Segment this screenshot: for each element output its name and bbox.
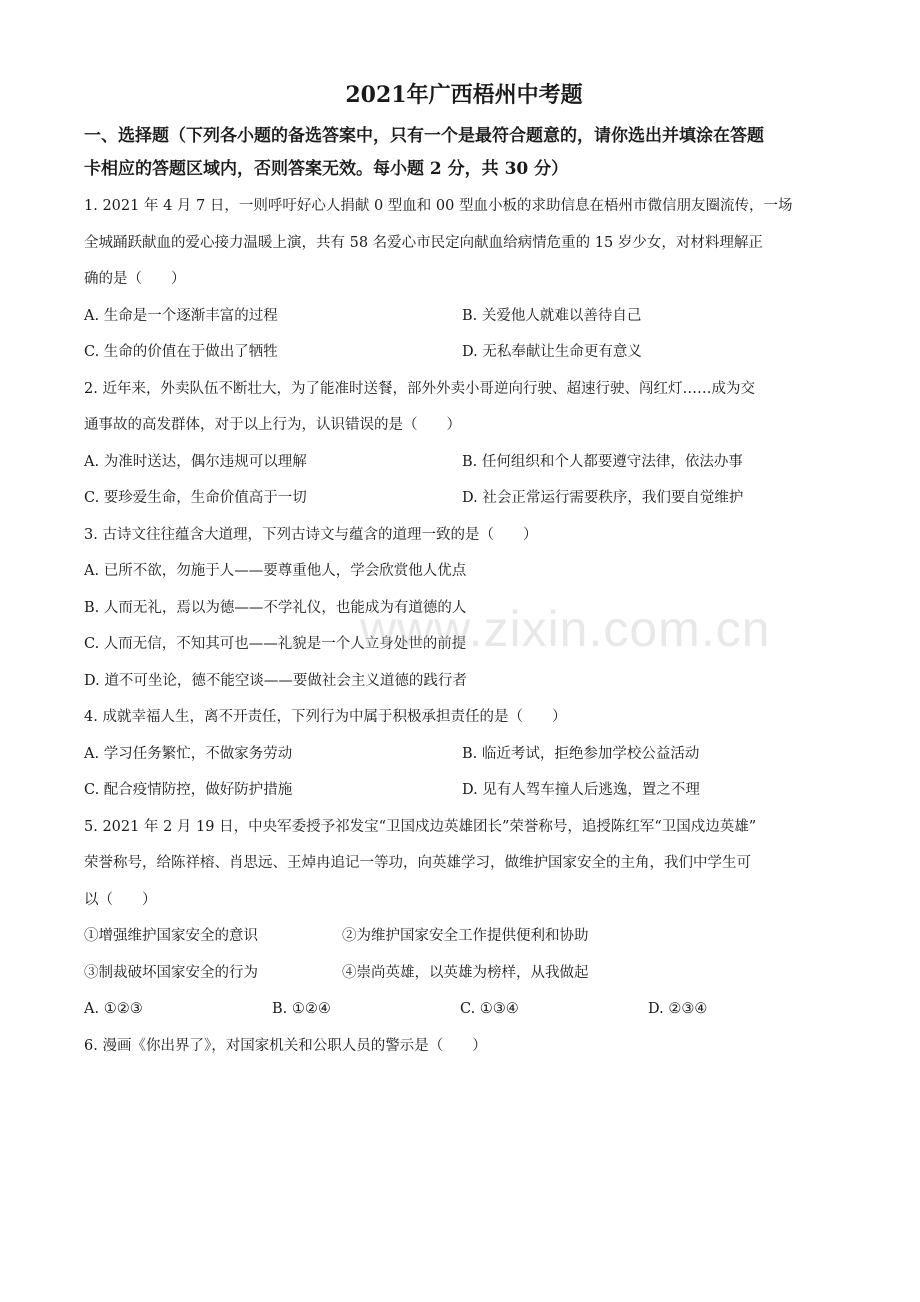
option-a: A. ①②③ xyxy=(84,1001,143,1017)
option-a: A. 学习任务繁忙，不做家务劳动 xyxy=(84,745,293,762)
statement-4: ④崇尚英雄，以英雄为榜样，从我做起 xyxy=(342,964,589,981)
option-a: A. 生命是一个逐渐丰富的过程 xyxy=(84,307,278,324)
statement-1: ①增强维护国家安全的意识 xyxy=(84,928,258,944)
exam-page xyxy=(84,78,844,1064)
option-d: D. 见有人驾车撞人后逃逸，置之不理 xyxy=(462,782,700,798)
option-a: A. 为准时送达，偶尔违规可以理解 xyxy=(84,453,307,470)
option-b: B. 临近考试，拒绝参加学校公益活动 xyxy=(462,745,700,762)
section-heading-line: 一、选择题（下列各小题的备选答案中，只有一个是最符合题意的，请你选出并填涂在答题 xyxy=(84,126,764,146)
question-stem-line: 1. 2021 年 4 月 7 日，一则呼吁好心人捐献 0 型血和 00 型血小板的求助信息在梧州市微信朋友圈流传，一场 xyxy=(84,198,793,214)
option-c: C. 生命的价值在于做出了牺牲 xyxy=(84,344,278,360)
question-1 xyxy=(84,188,844,371)
option-d: D. 社会正常运行需要秩序，我们要自觉维护 xyxy=(462,490,744,506)
option-b: B. 关爱他人就难以善待自己 xyxy=(462,307,642,324)
section-heading xyxy=(84,122,844,184)
watermark: www.zixin.com.cn xyxy=(360,601,771,657)
question-stem-line: 4. 成就幸福人生，离不开责任，下列行为中属于积极承担责任的是（ ） xyxy=(84,709,567,725)
option-d: D. 无私奉献让生命更有意义 xyxy=(462,344,642,360)
option-c: C. 要珍爱生命，生命价值高于一切 xyxy=(84,490,307,506)
question-stem-line: 荣誉称号，给陈祥榕、肖思远、王焯冉追记一等功，向英雄学习，做维护国家安全的主角，我们中学生可 xyxy=(84,855,751,871)
option-c: C. 配合疫情防控，做好防护措施 xyxy=(84,782,293,798)
option-b: B. 人而无礼，焉以为德——不学礼仪，也能成为有道德的人 xyxy=(84,599,467,616)
question-stem-line: 5. 2021 年 2 月 19 日，中央军委授予祁发宝“卫国戍边英雄团长”荣誉称号，追授陈红军“卫国戍边英雄” xyxy=(84,818,757,835)
page-title: 2021年广西梧州中考题 xyxy=(345,82,583,108)
option-b: B. ①②④ xyxy=(272,1001,331,1017)
question-stem-line: 通事故的高发群体，对于以上行为，认识错误的是（ ） xyxy=(84,417,461,433)
question-4 xyxy=(84,699,844,809)
option-b: B. 任何组织和个人都要遵守法律，依法办事 xyxy=(462,453,743,470)
question-stem-line: 确的是（ ） xyxy=(84,271,186,287)
question-stem-line: 2. 近年来，外卖队伍不断壮大，为了能准时送餐，部外外卖小哥逆向行驶、超速行驶、闯红灯……成为交 xyxy=(84,380,755,397)
statement-3: ③制裁破坏国家安全的行为 xyxy=(84,964,258,981)
question-6 xyxy=(84,1028,844,1065)
question-stem-line: 3. 古诗文往往蕴含大道理，下列古诗文与蕴含的道理一致的是（ ） xyxy=(84,526,538,543)
question-stem-line: 6. 漫画《你出界了》，对国家机关和公职人员的警示是（ ） xyxy=(84,1037,487,1054)
option-d: D. 道不可坐论，德不能空谈——要做社会主义道德的践行者 xyxy=(84,672,467,689)
section-heading-line: 卡相应的答题区域内，否则答案无效。每小题 2 分，共 30 分） xyxy=(84,159,569,179)
question-3 xyxy=(84,517,844,700)
question-2 xyxy=(84,371,844,517)
option-d: D. ②③④ xyxy=(648,1001,708,1017)
question-stem-line: 全城踊跃献血的爱心接力温暖上演，共有 58 名爱心市民定向献血给病情危重的 15 岁少女，对材料理解正 xyxy=(84,234,763,251)
option-a: A. 已所不欲，勿施于人——要尊重他人，学会欣赏他人优点 xyxy=(84,563,467,579)
question-stem-line: 以（ ） xyxy=(84,891,157,908)
question-5 xyxy=(84,809,844,1028)
option-c: C. ①③④ xyxy=(460,1001,519,1017)
option-c: C. 人而无信，不知其可也——礼貌是一个人立身处世的前提 xyxy=(84,636,467,652)
statement-2: ②为维护国家安全工作提供便利和协助 xyxy=(342,928,589,944)
